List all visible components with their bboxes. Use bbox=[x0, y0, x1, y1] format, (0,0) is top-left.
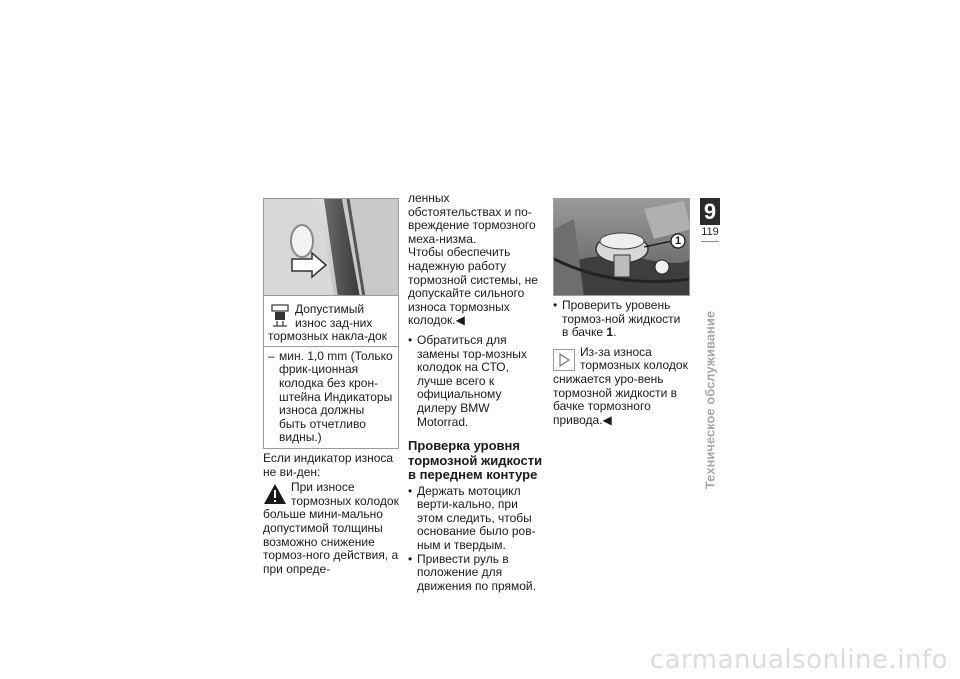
bullet-dot: • bbox=[553, 298, 558, 312]
bullet-hold bbox=[408, 485, 544, 553]
bullet-dot: • bbox=[408, 551, 413, 566]
bullet-dot: • bbox=[408, 332, 413, 347]
bullet-steer bbox=[408, 553, 544, 594]
warning-triangle-icon bbox=[263, 483, 287, 505]
bullet-steer-text: Привести руль в положение для движения по прямой. bbox=[417, 551, 536, 593]
wear-spec-value: мин. 1,0 mm (Только фрик-ционная колодка без крон-штейна Индикаторы износа должны быть отчетливо видны.) bbox=[279, 348, 393, 445]
section-title-vertical bbox=[700, 310, 720, 490]
reservoir-photo bbox=[553, 198, 690, 296]
end-mark-icon: ◀ bbox=[602, 412, 612, 427]
wear-spec-header bbox=[264, 296, 398, 346]
dash-marker: – bbox=[268, 348, 275, 363]
watermark: carmanualsonline.info bbox=[649, 645, 948, 675]
brake-pad-icon bbox=[268, 303, 292, 329]
wear-spec-value-row bbox=[264, 346, 398, 448]
note-text-body: Из-за износа тормозных колодок снижается уро-вень тормозной жидкости в бачке тормозного привода. bbox=[553, 344, 688, 427]
continued-text: ленных обстоятельствах и по-вреждение тормозного меха-низма. bbox=[408, 191, 536, 246]
page-number: 119 bbox=[701, 226, 719, 238]
column-1 bbox=[263, 198, 399, 576]
reference-number: 1 bbox=[606, 325, 614, 340]
section-heading: Проверка уровня тормозной жидкости в переднем контуре bbox=[408, 438, 543, 483]
chapter-tab: 9 bbox=[700, 198, 720, 225]
end-mark-icon: ◀ bbox=[455, 313, 465, 328]
section-title: Техническое обслуживание bbox=[702, 310, 718, 490]
wear-spec-box bbox=[263, 296, 399, 449]
bullet-check-text: Проверить уровень тормоз-ной жидкости в бачке 1. bbox=[562, 298, 681, 340]
note-icon bbox=[553, 349, 575, 371]
bullet-check-body: Проверить уровень тормоз-ной жидкости в бачке bbox=[562, 298, 681, 340]
ensure-text-body: Чтобы обеспечить надежную работу тормозной системы, не допускайте сильного износа тормозных колодок. bbox=[408, 245, 538, 328]
ensure-text bbox=[408, 246, 544, 328]
warning-block bbox=[263, 481, 399, 576]
warning-text: При износе тормозных колодок больше мини-мально допустимой толщины возможно снижение тормоз-ного действия, а при опреде- bbox=[263, 480, 399, 576]
bullet-service-text: Обратиться для замены тор-мозных колодок на СТО, лучше всего к официальному дилеру BMW Motorrad. bbox=[417, 332, 527, 429]
indicator-text: Если индикатор износа не ви-ден: bbox=[263, 450, 394, 479]
bullet-check bbox=[553, 299, 690, 340]
bullet-dot: • bbox=[408, 483, 413, 498]
wear-spec-label: Допустимый износ зад-них тормозных накла-док bbox=[268, 302, 387, 344]
column-2 bbox=[408, 192, 544, 593]
sidebar-divider bbox=[701, 241, 719, 242]
column-3 bbox=[553, 198, 690, 427]
note-block bbox=[553, 346, 690, 428]
bullet-service bbox=[408, 334, 544, 429]
bullet-hold-text: Держать мотоцикл верти-кально, при этом следить, чтобы основание было ров-ным и твердым. bbox=[417, 483, 536, 552]
callout-label: 1 bbox=[674, 235, 682, 247]
brake-pad-photo bbox=[263, 198, 399, 296]
